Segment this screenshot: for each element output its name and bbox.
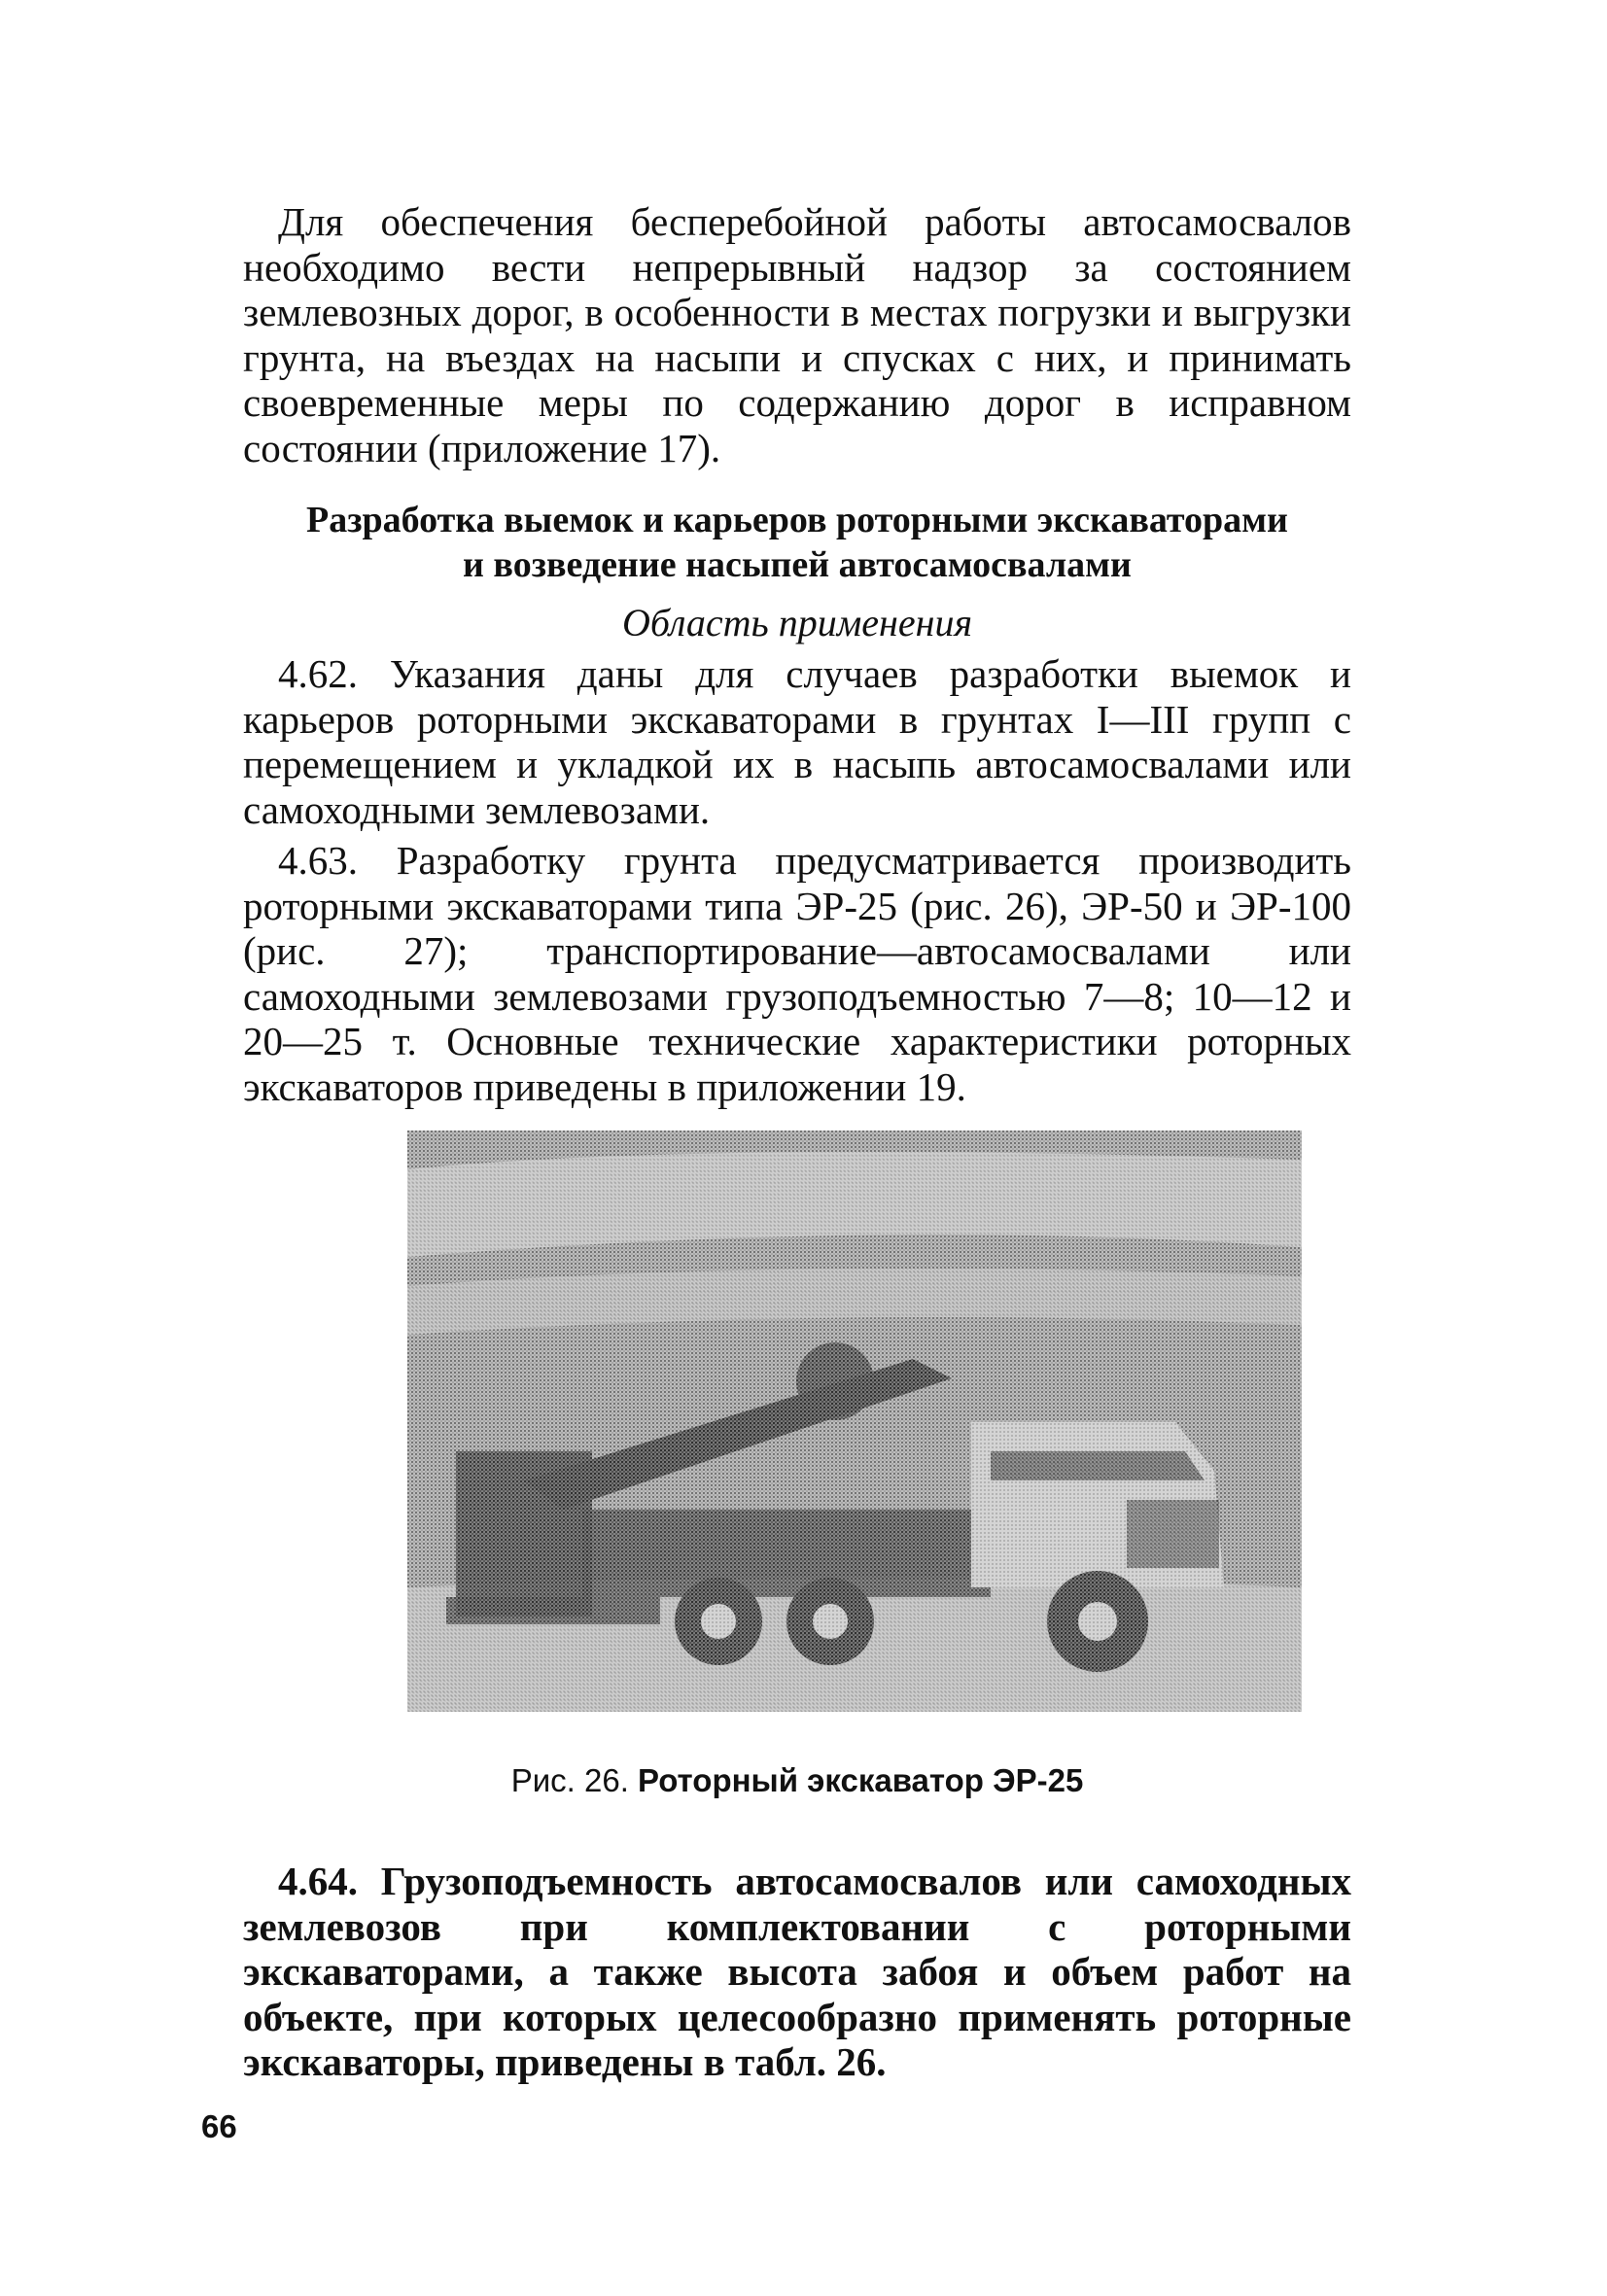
excavator-photo-image [407,1131,1302,1712]
section-heading-line-1: Разработка выемок и карьеров роторными экскаваторами [306,500,1288,540]
subheading-block [243,601,1351,645]
figure-excavator-photo [407,1131,1302,1712]
section-subheading: Область применения [621,601,973,644]
paragraph-4-62: 4.62. Указания даны для случаев разработки выемок и карьеров роторными экскаваторами в грунтах I—III групп с перемещением и укладкой их в насыпь автосамосвалами или самоходными землевозами. [243,651,1351,832]
figure-caption-label: Рис. 26. [510,1762,629,1798]
figure-caption-text: Роторный экскаватор ЭР-25 [638,1762,1084,1798]
paragraph-4-64: 4.64. Грузоподъемность автосамосвалов или самоходных землевозов при комплектовании с роторными экскаваторами, а также высота забоя и объем работ на объекте, при которых целесообразно применять роторные экскаваторы, приведены в табл. 26. [243,1859,1351,2084]
figure-caption [243,1761,1351,1800]
section-heading-line-2: и возведение насыпей автосамосвалами [463,544,1132,585]
paragraph-road-maintenance: Для обеспечения бесперебойной работы автосамосвалов необходимо вести непрерывный надзор за состоянием землевозных дорог, в особенности в местах погрузки и выгрузки грунта, на въездах на насыпи и спусках с них, и принимать своевременные меры по содержанию дорог в исправном состоянии (приложение 17). [243,199,1351,470]
section-heading-block [243,498,1351,587]
paragraph-4-63: 4.63. Разработку грунта предусматривается производить роторными экскаваторами типа ЭР-25 (рис. 26), ЭР-50 и ЭР-100 (рис. 27); транспортирование—автосамосвалами или самоходными землевозами грузоподъемностью 7—8; 10—12 и 20—25 т. Основные технические характеристики роторных экскаваторов приведены в приложении 19. [243,838,1351,1109]
page-number: 66 [201,2108,237,2144]
clauses-block [243,651,1351,1109]
intro-paragraph-block [243,199,1351,470]
clause-4-64-block [243,1859,1351,2085]
